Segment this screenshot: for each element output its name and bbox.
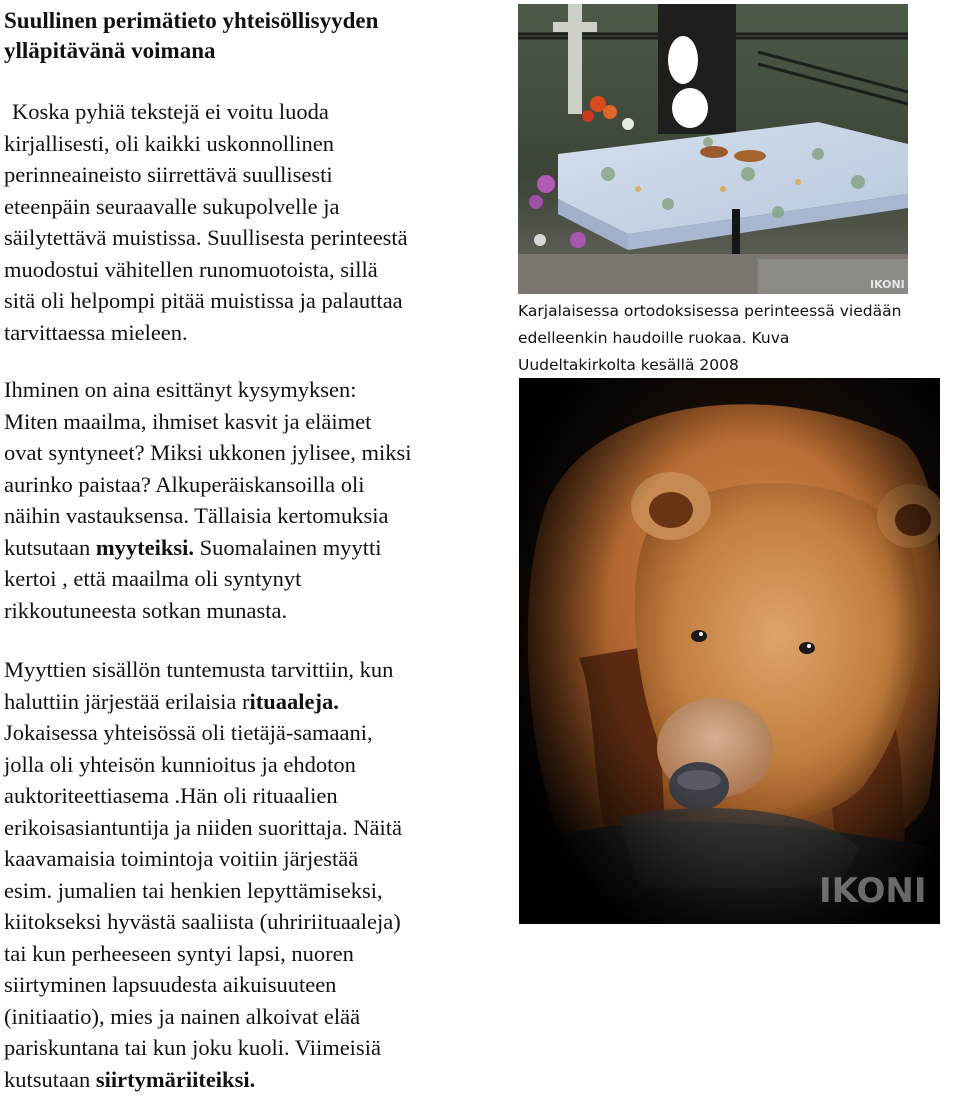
paragraph-line: tarvittaessa mieleen.	[4, 319, 188, 345]
paragraph-line: kirjallisesti, oli kaikki uskonnollinen	[4, 130, 334, 156]
grave-food-photo	[518, 4, 908, 294]
title-line-1: Suullinen perimätieto yhteisöllisyyden	[4, 8, 379, 33]
paragraph-line: kiitokseksi hyvästä saaliista (uhririituaaleja)	[4, 909, 401, 934]
paragraph-line: (initiaatio), mies ja nainen alkoivat elää	[4, 1003, 361, 1029]
text-run: kutsutaan	[4, 1066, 96, 1092]
paragraph-line: siirtyminen lapsuudesta aikuisuuteen	[4, 972, 337, 997]
paragraph-line: perinneaineisto siirrettävä suullisesti	[4, 162, 333, 187]
caption-line: Karjalaisessa ortodoksisessa perinteessä viedään	[518, 302, 902, 320]
title-line-2: ylläpitävänä voimana	[4, 38, 216, 63]
paragraph-oral-tradition	[4, 96, 509, 348]
paragraph-line: Myyttien sisällön tuntemusta tarvittiin, kun	[4, 657, 394, 682]
term-rituals: ituaaleja.	[249, 688, 339, 714]
paragraph-rituals	[4, 654, 509, 1095]
paragraph-line	[4, 686, 509, 718]
paragraph-line: ovat syntyneet? Miksi ukkonen jylisee, miksi	[4, 440, 412, 465]
term-myths: myyteiksi.	[95, 534, 194, 560]
paragraph-line: jolla oli yhteisön kunnioitus ja ehdoton	[4, 751, 356, 777]
paragraph-line: rikkoutuneesta sotkan munasta.	[4, 597, 288, 623]
paragraph-line	[4, 1064, 509, 1096]
paragraph-line: Koska pyhiä tekstejä ei voitu luoda	[12, 99, 329, 124]
paragraph-line: kertoi , että maailma oli syntynyt	[4, 566, 302, 591]
paragraph-line: esim. jumalien tai henkien lepyttämiseksi,	[4, 877, 383, 903]
grave-food-illustration	[518, 4, 908, 294]
paragraph-line: säilytettävä muistissa. Suullisesta perinteestä	[4, 225, 408, 250]
paragraph-line: muodostui vähitellen runomuotoista, sillä	[4, 256, 378, 282]
caption-line: Uudeltakirkolta kesällä 2008	[518, 356, 739, 374]
page-title	[4, 6, 504, 66]
paragraph-line: kaavamaisia toimintoja voitiin järjestää	[4, 846, 359, 871]
photo-watermark: IKONI	[870, 278, 905, 291]
paragraph-myths	[4, 374, 509, 626]
paragraph-line: eteenpäin seuraavalle sukupolvelle ja	[4, 193, 340, 219]
text-run: kutsutaan	[4, 534, 96, 560]
paragraph-line: näihin vastauksensa. Tällaisia kertomuksia	[4, 503, 389, 528]
caption-line: edelleenkin haudoille ruokaa. Kuva	[518, 329, 790, 347]
term-rites-of-passage: siirtymäriiteiksi.	[95, 1066, 256, 1092]
paragraph-line	[4, 532, 509, 564]
text-run: Suomalainen myytti	[193, 534, 382, 560]
paragraph-line: pariskuntana tai kun joku kuoli. Viimeisiä	[4, 1035, 381, 1060]
paragraph-line: Jokaisessa yhteisössä oli tietäjä-samaani,	[4, 720, 373, 745]
text-run: haluttiin järjestää erilaisia r	[4, 688, 250, 714]
paragraph-line: Miten maailma, ihmiset kasvit ja eläimet	[4, 408, 372, 434]
paragraph-line: aurinko paistaa? Alkuperäiskansoilla oli	[4, 471, 365, 497]
bear-illustration	[519, 378, 940, 924]
photo-watermark: IKONI	[819, 871, 927, 911]
paragraph-line: sitä oli helpompi pitää muistissa ja palauttaa	[4, 288, 403, 313]
paragraph-line: auktoriteettiasema .Hän oli rituaalien	[4, 783, 338, 808]
paragraph-line: erikoisasiantuntija ja niiden suorittaja. Näitä	[4, 814, 403, 840]
paragraph-line: Ihminen on aina esittänyt kysymyksen:	[4, 377, 357, 402]
bear-photo	[519, 378, 940, 924]
paragraph-line: tai kun perheeseen syntyi lapsi, nuoren	[4, 940, 354, 966]
photo-caption	[518, 298, 958, 379]
